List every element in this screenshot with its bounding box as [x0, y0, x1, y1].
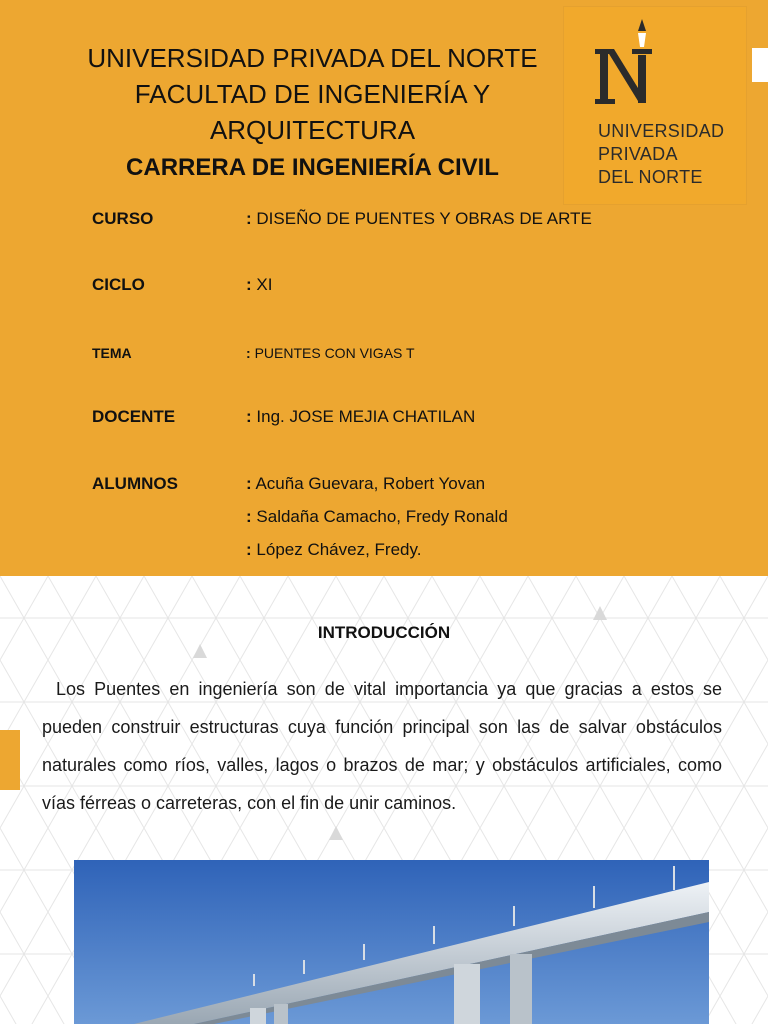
logo-wordmark: [598, 120, 724, 189]
separator: :: [246, 209, 252, 228]
bridge-photo-image: [74, 860, 709, 1024]
introduction-slide: [0, 576, 768, 1024]
university-title-line: ARQUITECTURA: [209, 115, 416, 145]
field-value: [246, 474, 485, 494]
student-name: Saldaña Camacho, Fredy Ronald: [256, 507, 508, 526]
field-value: [246, 209, 592, 229]
decorative-tab: [752, 48, 768, 82]
university-logo: [564, 7, 746, 204]
separator: :: [246, 474, 252, 493]
field-label: CURSO: [92, 209, 154, 228]
field-label: CICLO: [92, 275, 145, 294]
field-label: TEMA: [92, 345, 132, 361]
university-title: [60, 40, 565, 148]
logo-wordmark-line: DEL NORTE: [598, 167, 703, 187]
field-value: [246, 407, 475, 427]
logo-wordmark-line: UNIVERSIDAD: [598, 121, 725, 141]
bridge-photo: [74, 860, 709, 1024]
separator: :: [246, 345, 251, 361]
separator: :: [246, 507, 252, 526]
field-value: [246, 345, 415, 361]
field-value-text: XI: [256, 275, 273, 294]
field-value-text: Ing. JOSE MEJIA CHATILAN: [256, 407, 476, 426]
field-value: [246, 275, 272, 295]
logo-wordmark-line: PRIVADA: [598, 144, 678, 164]
separator: :: [246, 407, 252, 426]
field-value: [246, 540, 421, 560]
field-label: ALUMNOS: [92, 474, 178, 493]
university-title-line: FACULTAD DE INGENIERÍA Y: [134, 79, 491, 109]
field-value-text: PUENTES CON VIGAS T: [254, 345, 415, 361]
section-title: INTRODUCCIÓN: [317, 623, 451, 642]
student-name: López Chávez, Fredy.: [256, 540, 422, 559]
decorative-tab: [0, 730, 20, 790]
student-name: Acuña Guevara, Robert Yovan: [255, 474, 486, 493]
separator: :: [246, 540, 252, 559]
field-value-text: DISEÑO DE PUENTES Y OBRAS DE ARTE: [256, 209, 592, 228]
separator: :: [246, 275, 252, 294]
introduction-paragraph: Los Puentes en ingeniería son de vital importancia ya que gracias a estos se pueden construir estructuras cuya función principal son las de salvar obstáculos naturales como ríos, valles, lagos o brazos de mar; y obstáculos artificiales, como vías férreas o carreteras, con el fin de unir caminos.: [42, 679, 722, 813]
field-label: DOCENTE: [92, 407, 176, 426]
career-title: CARRERA DE INGENIERÍA CIVIL: [126, 154, 499, 181]
field-value: [246, 507, 508, 527]
university-title-line: UNIVERSIDAD PRIVADA DEL NORTE: [87, 43, 538, 73]
upn-n-logo-icon: [592, 19, 662, 114]
